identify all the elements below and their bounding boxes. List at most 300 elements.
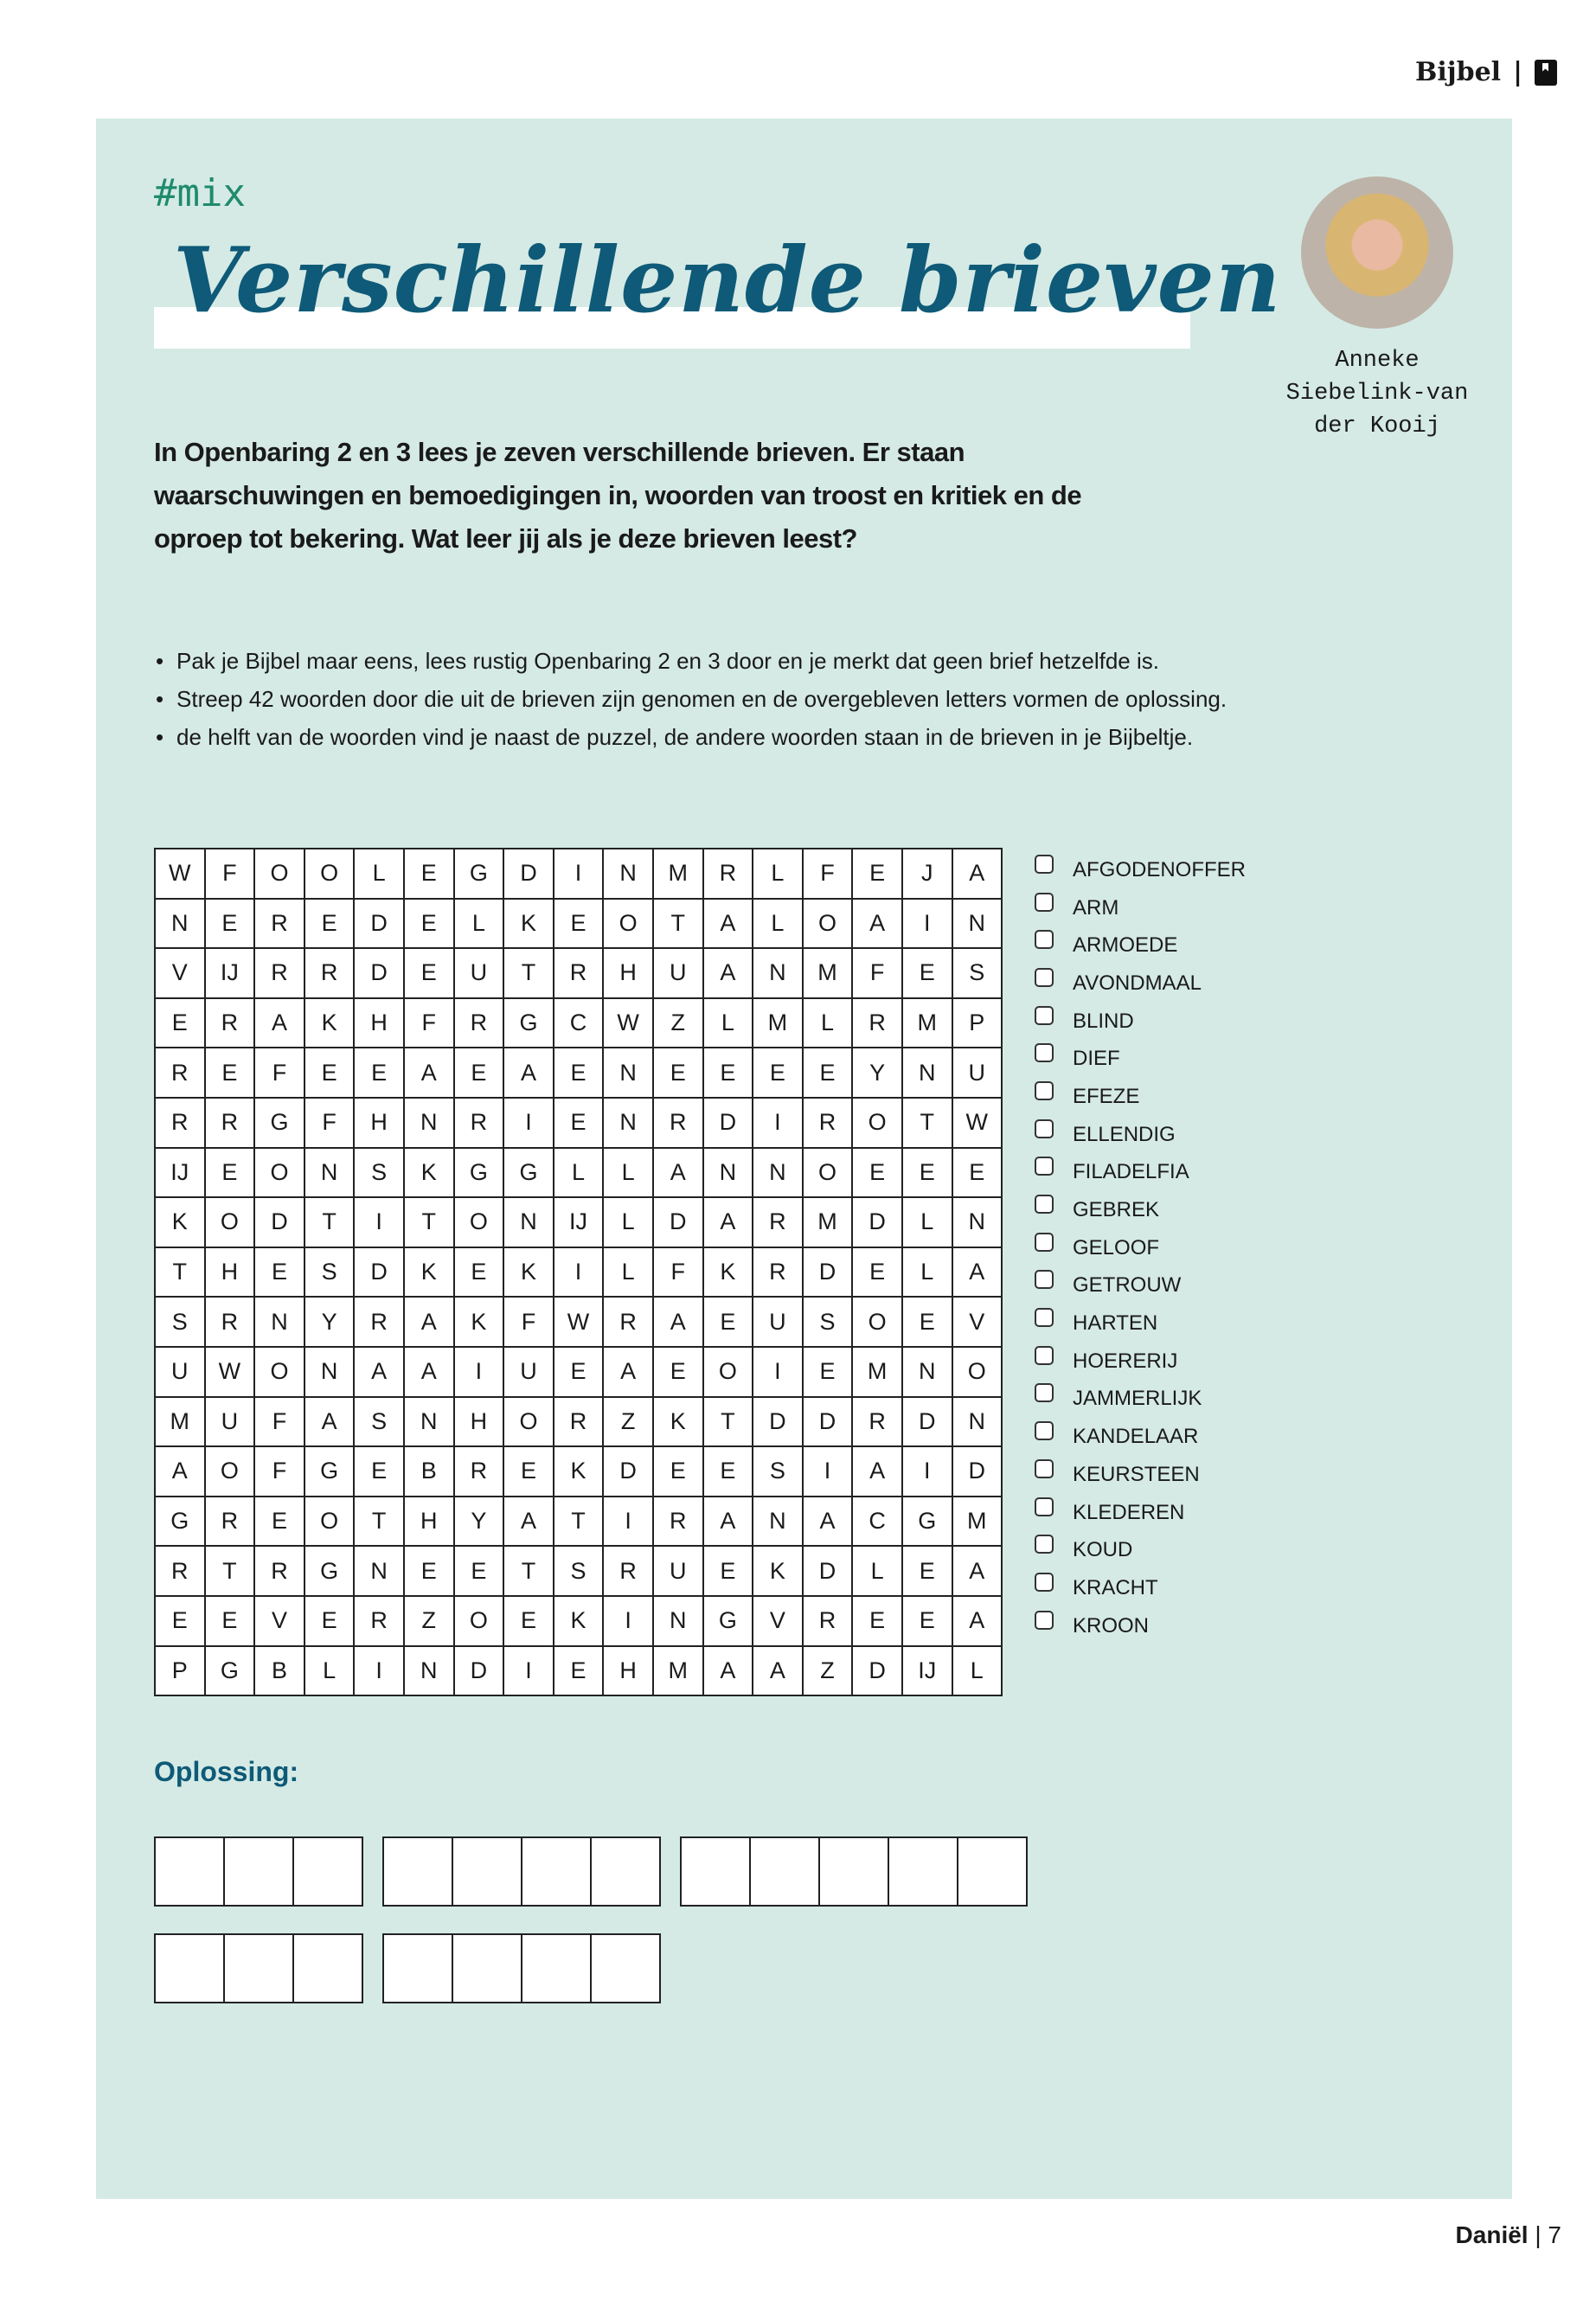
solution-letter-box[interactable] bbox=[453, 1933, 522, 2003]
grid-cell[interactable]: E bbox=[156, 999, 206, 1049]
grid-cell[interactable]: E bbox=[753, 1048, 804, 1099]
grid-cell[interactable]: U bbox=[654, 1547, 704, 1597]
word-checkbox[interactable] bbox=[1035, 1119, 1054, 1138]
grid-cell[interactable]: N bbox=[604, 1099, 654, 1149]
grid-cell[interactable]: E bbox=[206, 1597, 256, 1647]
grid-cell[interactable]: R bbox=[455, 1099, 505, 1149]
grid-cell[interactable]: H bbox=[206, 1248, 256, 1298]
grid-cell[interactable]: G bbox=[156, 1497, 206, 1548]
grid-cell[interactable]: K bbox=[305, 999, 356, 1049]
grid-cell[interactable]: V bbox=[953, 1298, 1003, 1348]
grid-cell[interactable]: F bbox=[853, 949, 903, 999]
word-checkbox[interactable] bbox=[1035, 1383, 1054, 1402]
grid-cell[interactable]: V bbox=[255, 1597, 305, 1647]
grid-cell[interactable]: T bbox=[903, 1099, 953, 1149]
grid-cell[interactable]: E bbox=[903, 1547, 953, 1597]
word-checkbox[interactable] bbox=[1035, 1535, 1054, 1554]
grid-cell[interactable]: L bbox=[753, 900, 804, 950]
grid-cell[interactable]: S bbox=[753, 1447, 804, 1497]
grid-cell[interactable]: M bbox=[654, 849, 704, 900]
grid-cell[interactable]: R bbox=[804, 1597, 854, 1647]
grid-cell[interactable]: M bbox=[654, 1647, 704, 1697]
grid-cell[interactable]: R bbox=[255, 949, 305, 999]
grid-cell[interactable]: M bbox=[156, 1398, 206, 1448]
word-checkbox[interactable] bbox=[1035, 930, 1054, 949]
grid-cell[interactable]: O bbox=[305, 849, 356, 900]
grid-cell[interactable]: E bbox=[405, 1547, 455, 1597]
grid-cell[interactable]: R bbox=[604, 1298, 654, 1348]
grid-cell[interactable]: E bbox=[405, 949, 455, 999]
grid-cell[interactable]: R bbox=[804, 1099, 854, 1149]
grid-cell[interactable]: I bbox=[455, 1348, 505, 1398]
grid-cell[interactable]: D bbox=[853, 1198, 903, 1248]
grid-cell[interactable]: E bbox=[554, 1348, 605, 1398]
grid-cell[interactable]: T bbox=[206, 1547, 256, 1597]
word-item[interactable] bbox=[1035, 1229, 1246, 1267]
grid-cell[interactable]: W bbox=[953, 1099, 1003, 1149]
grid-cell[interactable]: V bbox=[753, 1597, 804, 1647]
grid-cell[interactable]: O bbox=[305, 1497, 356, 1548]
grid-cell[interactable]: O bbox=[206, 1447, 256, 1497]
grid-cell[interactable]: R bbox=[455, 1447, 505, 1497]
grid-cell[interactable]: D bbox=[654, 1198, 704, 1248]
grid-cell[interactable]: R bbox=[156, 1547, 206, 1597]
grid-cell[interactable]: L bbox=[604, 1149, 654, 1199]
grid-cell[interactable]: R bbox=[156, 1099, 206, 1149]
grid-cell[interactable]: U bbox=[156, 1348, 206, 1398]
word-checkbox[interactable] bbox=[1035, 1157, 1054, 1176]
word-item[interactable] bbox=[1035, 1494, 1246, 1532]
solution-letter-box[interactable] bbox=[453, 1836, 522, 1907]
grid-cell[interactable]: I bbox=[753, 1099, 804, 1149]
grid-cell[interactable]: S bbox=[305, 1248, 356, 1298]
grid-cell[interactable]: N bbox=[604, 849, 654, 900]
grid-cell[interactable]: Y bbox=[853, 1048, 903, 1099]
grid-cell[interactable]: L bbox=[953, 1647, 1003, 1697]
grid-cell[interactable]: I bbox=[554, 1248, 605, 1298]
grid-cell[interactable]: R bbox=[206, 1099, 256, 1149]
grid-cell[interactable]: O bbox=[853, 1099, 903, 1149]
grid-cell[interactable]: A bbox=[853, 900, 903, 950]
grid-cell[interactable]: N bbox=[654, 1597, 704, 1647]
grid-cell[interactable]: T bbox=[704, 1398, 754, 1448]
solution-letter-box[interactable] bbox=[294, 1836, 363, 1907]
grid-cell[interactable]: A bbox=[504, 1048, 554, 1099]
grid-cell[interactable]: F bbox=[305, 1099, 356, 1149]
grid-cell[interactable]: E bbox=[903, 1597, 953, 1647]
grid-cell[interactable]: E bbox=[554, 1647, 605, 1697]
grid-cell[interactable]: W bbox=[156, 849, 206, 900]
grid-cell[interactable]: E bbox=[853, 1248, 903, 1298]
word-item[interactable] bbox=[1035, 965, 1246, 1003]
grid-cell[interactable]: R bbox=[853, 1398, 903, 1448]
solution-letter-box[interactable] bbox=[384, 1933, 453, 2003]
grid-cell[interactable]: E bbox=[704, 1447, 754, 1497]
grid-cell[interactable]: C bbox=[853, 1497, 903, 1548]
grid-cell[interactable]: S bbox=[355, 1149, 405, 1199]
grid-cell[interactable]: L bbox=[704, 999, 754, 1049]
grid-cell[interactable]: IJ bbox=[554, 1198, 605, 1248]
word-checkbox[interactable] bbox=[1035, 1459, 1054, 1478]
grid-cell[interactable]: R bbox=[355, 1298, 405, 1348]
grid-cell[interactable]: I bbox=[604, 1597, 654, 1647]
word-checkbox[interactable] bbox=[1035, 1573, 1054, 1592]
grid-cell[interactable]: IJ bbox=[206, 949, 256, 999]
word-checkbox[interactable] bbox=[1035, 1233, 1054, 1252]
grid-cell[interactable]: A bbox=[405, 1348, 455, 1398]
solution-letter-box[interactable] bbox=[294, 1933, 363, 2003]
grid-cell[interactable]: N bbox=[305, 1149, 356, 1199]
grid-cell[interactable]: A bbox=[853, 1447, 903, 1497]
grid-cell[interactable]: D bbox=[255, 1198, 305, 1248]
grid-cell[interactable]: A bbox=[753, 1647, 804, 1697]
grid-cell[interactable]: E bbox=[853, 1149, 903, 1199]
word-item[interactable] bbox=[1035, 1343, 1246, 1381]
grid-cell[interactable]: S bbox=[804, 1298, 854, 1348]
grid-cell[interactable]: M bbox=[804, 1198, 854, 1248]
grid-cell[interactable]: IJ bbox=[903, 1647, 953, 1697]
grid-cell[interactable]: I bbox=[804, 1447, 854, 1497]
word-item[interactable] bbox=[1035, 1381, 1246, 1419]
grid-cell[interactable]: L bbox=[804, 999, 854, 1049]
solution-letter-box[interactable] bbox=[889, 1836, 958, 1907]
grid-cell[interactable]: K bbox=[156, 1198, 206, 1248]
grid-cell[interactable]: O bbox=[504, 1398, 554, 1448]
grid-cell[interactable]: N bbox=[504, 1198, 554, 1248]
grid-cell[interactable]: E bbox=[504, 1597, 554, 1647]
grid-cell[interactable]: O bbox=[455, 1597, 505, 1647]
grid-cell[interactable]: N bbox=[405, 1647, 455, 1697]
grid-cell[interactable]: U bbox=[654, 949, 704, 999]
grid-cell[interactable]: Z bbox=[804, 1647, 854, 1697]
grid-cell[interactable]: E bbox=[255, 1497, 305, 1548]
grid-cell[interactable]: A bbox=[405, 1048, 455, 1099]
grid-cell[interactable]: I bbox=[504, 1647, 554, 1697]
grid-cell[interactable]: T bbox=[305, 1198, 356, 1248]
grid-cell[interactable]: O bbox=[255, 1149, 305, 1199]
grid-cell[interactable]: L bbox=[753, 849, 804, 900]
grid-cell[interactable]: O bbox=[604, 900, 654, 950]
grid-cell[interactable]: G bbox=[504, 999, 554, 1049]
word-checkbox[interactable] bbox=[1035, 1043, 1054, 1062]
grid-cell[interactable]: E bbox=[704, 1547, 754, 1597]
solution-letter-box[interactable] bbox=[156, 1836, 225, 1907]
grid-cell[interactable]: E bbox=[704, 1298, 754, 1348]
grid-cell[interactable]: I bbox=[604, 1497, 654, 1548]
grid-cell[interactable]: T bbox=[405, 1198, 455, 1248]
grid-cell[interactable]: E bbox=[305, 1048, 356, 1099]
grid-cell[interactable]: M bbox=[903, 999, 953, 1049]
word-item[interactable] bbox=[1035, 1456, 1246, 1494]
word-item[interactable] bbox=[1035, 851, 1246, 889]
grid-cell[interactable]: E bbox=[853, 849, 903, 900]
word-item[interactable] bbox=[1035, 1418, 1246, 1456]
grid-cell[interactable]: F bbox=[255, 1398, 305, 1448]
grid-cell[interactable]: K bbox=[753, 1547, 804, 1597]
grid-cell[interactable]: H bbox=[355, 1099, 405, 1149]
grid-cell[interactable]: O bbox=[206, 1198, 256, 1248]
grid-cell[interactable]: U bbox=[455, 949, 505, 999]
word-item[interactable] bbox=[1035, 1003, 1246, 1041]
grid-cell[interactable]: T bbox=[504, 1547, 554, 1597]
solution-letter-box[interactable] bbox=[156, 1933, 225, 2003]
grid-cell[interactable]: E bbox=[455, 1248, 505, 1298]
grid-cell[interactable]: N bbox=[953, 900, 1003, 950]
grid-cell[interactable]: R bbox=[255, 900, 305, 950]
grid-cell[interactable]: L bbox=[305, 1647, 356, 1697]
grid-cell[interactable]: R bbox=[654, 1099, 704, 1149]
grid-cell[interactable]: D bbox=[355, 900, 405, 950]
grid-cell[interactable]: O bbox=[804, 900, 854, 950]
grid-cell[interactable]: E bbox=[804, 1348, 854, 1398]
grid-cell[interactable]: E bbox=[405, 849, 455, 900]
grid-cell[interactable]: O bbox=[704, 1348, 754, 1398]
grid-cell[interactable]: E bbox=[654, 1348, 704, 1398]
word-item[interactable] bbox=[1035, 926, 1246, 965]
grid-cell[interactable]: U bbox=[206, 1398, 256, 1448]
grid-cell[interactable]: K bbox=[704, 1248, 754, 1298]
grid-cell[interactable]: S bbox=[156, 1298, 206, 1348]
grid-cell[interactable]: N bbox=[903, 1048, 953, 1099]
grid-cell[interactable]: I bbox=[903, 1447, 953, 1497]
grid-cell[interactable]: F bbox=[255, 1447, 305, 1497]
grid-cell[interactable]: O bbox=[953, 1348, 1003, 1398]
grid-cell[interactable]: G bbox=[305, 1547, 356, 1597]
grid-cell[interactable]: N bbox=[753, 1497, 804, 1548]
grid-cell[interactable]: E bbox=[554, 900, 605, 950]
grid-cell[interactable]: E bbox=[654, 1447, 704, 1497]
grid-cell[interactable]: B bbox=[405, 1447, 455, 1497]
grid-cell[interactable]: N bbox=[405, 1398, 455, 1448]
word-checkbox[interactable] bbox=[1035, 1611, 1054, 1630]
grid-cell[interactable]: R bbox=[255, 1547, 305, 1597]
grid-cell[interactable]: G bbox=[206, 1647, 256, 1697]
grid-cell[interactable]: D bbox=[804, 1248, 854, 1298]
grid-cell[interactable]: A bbox=[305, 1398, 356, 1448]
grid-cell[interactable]: D bbox=[753, 1398, 804, 1448]
grid-cell[interactable]: R bbox=[853, 999, 903, 1049]
grid-cell[interactable]: M bbox=[804, 949, 854, 999]
grid-cell[interactable]: F bbox=[405, 999, 455, 1049]
grid-cell[interactable]: A bbox=[405, 1298, 455, 1348]
solution-letter-box[interactable] bbox=[958, 1836, 1028, 1907]
grid-cell[interactable]: I bbox=[504, 1099, 554, 1149]
grid-cell[interactable]: D bbox=[804, 1547, 854, 1597]
grid-cell[interactable]: N bbox=[704, 1149, 754, 1199]
grid-cell[interactable]: E bbox=[554, 1048, 605, 1099]
grid-cell[interactable]: K bbox=[405, 1149, 455, 1199]
word-item[interactable] bbox=[1035, 1267, 1246, 1305]
grid-cell[interactable]: E bbox=[405, 900, 455, 950]
grid-cell[interactable]: R bbox=[206, 1497, 256, 1548]
grid-cell[interactable]: H bbox=[455, 1398, 505, 1448]
word-checkbox[interactable] bbox=[1035, 1497, 1054, 1516]
grid-cell[interactable]: N bbox=[753, 1149, 804, 1199]
word-checkbox[interactable] bbox=[1035, 1346, 1054, 1365]
grid-cell[interactable]: L bbox=[455, 900, 505, 950]
grid-cell[interactable]: O bbox=[853, 1298, 903, 1348]
solution-letter-box[interactable] bbox=[384, 1836, 453, 1907]
word-checkbox[interactable] bbox=[1035, 1006, 1054, 1025]
grid-cell[interactable]: A bbox=[504, 1497, 554, 1548]
grid-cell[interactable]: G bbox=[255, 1099, 305, 1149]
grid-cell[interactable]: R bbox=[753, 1198, 804, 1248]
grid-cell[interactable]: F bbox=[654, 1248, 704, 1298]
word-checkbox[interactable] bbox=[1035, 1270, 1054, 1289]
grid-cell[interactable]: N bbox=[255, 1298, 305, 1348]
solution-letter-box[interactable] bbox=[225, 1933, 294, 2003]
grid-cell[interactable]: E bbox=[206, 900, 256, 950]
word-item[interactable] bbox=[1035, 1040, 1246, 1078]
word-checkbox[interactable] bbox=[1035, 1308, 1054, 1327]
grid-cell[interactable]: E bbox=[455, 1547, 505, 1597]
grid-cell[interactable]: R bbox=[455, 999, 505, 1049]
grid-cell[interactable]: R bbox=[206, 1298, 256, 1348]
grid-cell[interactable]: W bbox=[604, 999, 654, 1049]
word-item[interactable] bbox=[1035, 1116, 1246, 1154]
grid-cell[interactable]: R bbox=[753, 1248, 804, 1298]
grid-cell[interactable]: T bbox=[355, 1497, 405, 1548]
grid-cell[interactable]: K bbox=[455, 1298, 505, 1348]
grid-cell[interactable]: I bbox=[554, 849, 605, 900]
grid-cell[interactable]: O bbox=[255, 849, 305, 900]
grid-cell[interactable]: A bbox=[704, 1647, 754, 1697]
grid-cell[interactable]: P bbox=[156, 1647, 206, 1697]
grid-cell[interactable]: J bbox=[903, 849, 953, 900]
grid-cell[interactable]: N bbox=[405, 1099, 455, 1149]
grid-cell[interactable]: F bbox=[504, 1298, 554, 1348]
grid-cell[interactable]: E bbox=[804, 1048, 854, 1099]
grid-cell[interactable]: N bbox=[355, 1547, 405, 1597]
grid-cell[interactable]: A bbox=[953, 1248, 1003, 1298]
grid-cell[interactable]: L bbox=[853, 1547, 903, 1597]
grid-cell[interactable]: R bbox=[554, 1398, 605, 1448]
grid-cell[interactable]: G bbox=[504, 1149, 554, 1199]
grid-cell[interactable]: N bbox=[903, 1348, 953, 1398]
word-item[interactable] bbox=[1035, 889, 1246, 927]
grid-cell[interactable]: E bbox=[903, 949, 953, 999]
grid-cell[interactable]: E bbox=[305, 900, 356, 950]
grid-cell[interactable]: U bbox=[753, 1298, 804, 1348]
solution-letter-box[interactable] bbox=[682, 1836, 751, 1907]
grid-cell[interactable]: A bbox=[953, 1547, 1003, 1597]
grid-cell[interactable]: H bbox=[355, 999, 405, 1049]
grid-cell[interactable]: R bbox=[206, 999, 256, 1049]
grid-cell[interactable]: O bbox=[455, 1198, 505, 1248]
grid-cell[interactable]: IJ bbox=[156, 1149, 206, 1199]
grid-cell[interactable]: K bbox=[554, 1597, 605, 1647]
grid-cell[interactable]: M bbox=[753, 999, 804, 1049]
grid-cell[interactable]: M bbox=[853, 1348, 903, 1398]
grid-cell[interactable]: N bbox=[953, 1398, 1003, 1448]
grid-cell[interactable]: E bbox=[156, 1597, 206, 1647]
word-item[interactable] bbox=[1035, 1154, 1246, 1192]
grid-cell[interactable]: A bbox=[255, 999, 305, 1049]
grid-cell[interactable]: N bbox=[156, 900, 206, 950]
grid-cell[interactable]: E bbox=[953, 1149, 1003, 1199]
grid-cell[interactable]: G bbox=[305, 1447, 356, 1497]
grid-cell[interactable]: D bbox=[704, 1099, 754, 1149]
grid-cell[interactable]: G bbox=[704, 1597, 754, 1647]
grid-cell[interactable]: O bbox=[804, 1149, 854, 1199]
grid-cell[interactable]: G bbox=[455, 849, 505, 900]
grid-cell[interactable]: R bbox=[554, 949, 605, 999]
grid-cell[interactable]: F bbox=[255, 1048, 305, 1099]
grid-cell[interactable]: R bbox=[355, 1597, 405, 1647]
word-item[interactable] bbox=[1035, 1569, 1246, 1607]
grid-cell[interactable]: I bbox=[355, 1198, 405, 1248]
grid-cell[interactable]: T bbox=[504, 949, 554, 999]
grid-cell[interactable]: D bbox=[355, 1248, 405, 1298]
grid-cell[interactable]: N bbox=[753, 949, 804, 999]
grid-cell[interactable]: A bbox=[654, 1298, 704, 1348]
grid-cell[interactable]: S bbox=[953, 949, 1003, 999]
grid-cell[interactable]: U bbox=[504, 1348, 554, 1398]
grid-cell[interactable]: U bbox=[953, 1048, 1003, 1099]
grid-cell[interactable]: E bbox=[554, 1099, 605, 1149]
grid-cell[interactable]: R bbox=[604, 1547, 654, 1597]
grid-cell[interactable]: A bbox=[953, 1597, 1003, 1647]
grid-cell[interactable]: L bbox=[604, 1248, 654, 1298]
grid-cell[interactable]: I bbox=[753, 1348, 804, 1398]
grid-cell[interactable]: T bbox=[156, 1248, 206, 1298]
grid-cell[interactable]: K bbox=[654, 1398, 704, 1448]
grid-cell[interactable]: E bbox=[206, 1048, 256, 1099]
grid-cell[interactable]: Y bbox=[455, 1497, 505, 1548]
grid-cell[interactable]: D bbox=[853, 1647, 903, 1697]
grid-cell[interactable]: D bbox=[903, 1398, 953, 1448]
word-checkbox[interactable] bbox=[1035, 855, 1054, 874]
solution-letter-box[interactable] bbox=[225, 1836, 294, 1907]
grid-cell[interactable]: D bbox=[804, 1398, 854, 1448]
grid-cell[interactable]: A bbox=[355, 1348, 405, 1398]
grid-cell[interactable]: W bbox=[554, 1298, 605, 1348]
grid-cell[interactable]: I bbox=[355, 1647, 405, 1697]
grid-cell[interactable]: R bbox=[654, 1497, 704, 1548]
grid-cell[interactable]: R bbox=[704, 849, 754, 900]
word-search-grid[interactable] bbox=[154, 848, 1003, 1696]
word-checkbox[interactable] bbox=[1035, 1195, 1054, 1214]
grid-cell[interactable]: E bbox=[305, 1597, 356, 1647]
grid-cell[interactable]: A bbox=[804, 1497, 854, 1548]
grid-cell[interactable]: H bbox=[405, 1497, 455, 1548]
grid-cell[interactable]: L bbox=[554, 1149, 605, 1199]
grid-cell[interactable]: D bbox=[604, 1447, 654, 1497]
grid-cell[interactable]: N bbox=[305, 1348, 356, 1398]
grid-cell[interactable]: A bbox=[704, 900, 754, 950]
grid-cell[interactable]: K bbox=[405, 1248, 455, 1298]
grid-cell[interactable]: G bbox=[903, 1497, 953, 1548]
grid-cell[interactable]: L bbox=[903, 1198, 953, 1248]
grid-cell[interactable]: V bbox=[156, 949, 206, 999]
grid-cell[interactable]: E bbox=[355, 1447, 405, 1497]
grid-cell[interactable]: K bbox=[504, 900, 554, 950]
grid-cell[interactable]: A bbox=[654, 1149, 704, 1199]
grid-cell[interactable]: E bbox=[255, 1248, 305, 1298]
grid-cell[interactable]: D bbox=[953, 1447, 1003, 1497]
grid-cell[interactable]: D bbox=[355, 949, 405, 999]
solution-letter-box[interactable] bbox=[592, 1933, 661, 2003]
grid-cell[interactable]: E bbox=[504, 1447, 554, 1497]
grid-cell[interactable]: P bbox=[953, 999, 1003, 1049]
grid-cell[interactable]: E bbox=[903, 1149, 953, 1199]
grid-cell[interactable]: O bbox=[255, 1348, 305, 1398]
grid-cell[interactable]: B bbox=[255, 1647, 305, 1697]
grid-cell[interactable]: D bbox=[504, 849, 554, 900]
grid-cell[interactable]: K bbox=[504, 1248, 554, 1298]
grid-cell[interactable]: R bbox=[305, 949, 356, 999]
grid-cell[interactable]: H bbox=[604, 949, 654, 999]
